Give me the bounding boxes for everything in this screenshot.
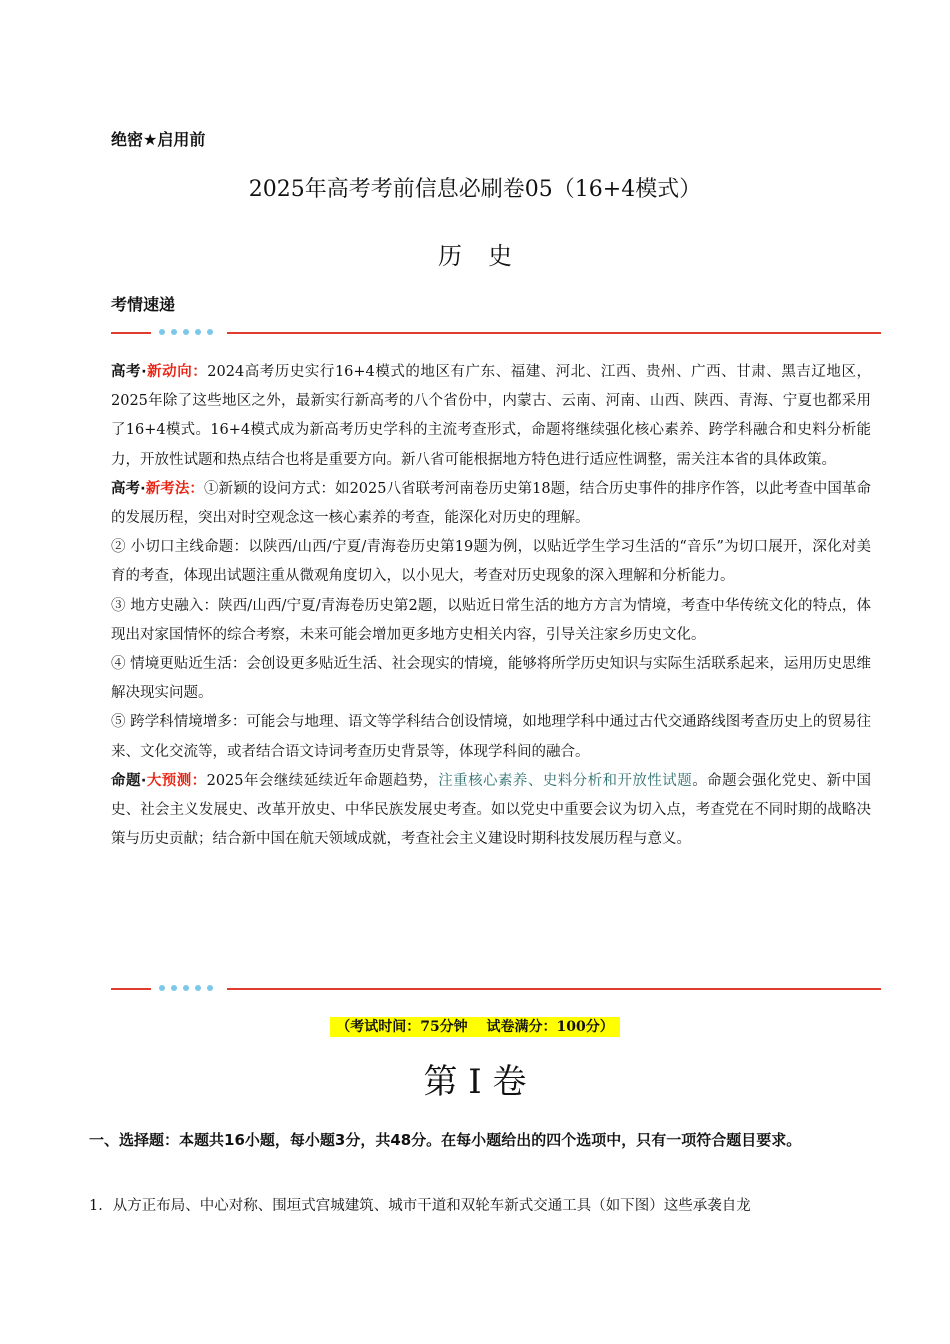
paragraph-point-5: ⑤ 跨学科情境增多：可能会与地理、语文等学科结合创设情境，如地理学科中通过古代交通路线图考查历史上的贸易往来、文化交流等，或者结合语文诗词考查历史背景等，体现学科间的融合。 <box>111 714 871 760</box>
dot-icon <box>183 985 189 991</box>
dot-icon <box>159 329 165 335</box>
dot-icon <box>171 329 177 335</box>
divider-dots <box>159 327 213 335</box>
divider-line <box>111 332 151 334</box>
dot-icon <box>195 985 201 991</box>
section-instructions: 一、选择题：本题共16小题，每小题3分，共48分。在每小题给出的四个选项中，只有一项符合题目要求。 <box>89 1131 802 1149</box>
divider-bottom <box>111 983 881 995</box>
main-title: 2025年高考考前信息必刷卷05（16+4模式） <box>248 177 702 202</box>
label-prediction: 命题·大预测： <box>111 772 207 789</box>
dot-icon <box>207 985 213 991</box>
paragraph-point-4: ④ 情境更贴近生活：会创设更多贴近生活、社会现实的情境，能够将所学历史知识与实际生活联系起来，运用历史思维解决现实问题。 <box>111 656 871 702</box>
label-new-trend: 高考·新动向： <box>111 364 208 380</box>
paragraph-new-trend: 高考·新动向：2024高考历史实行16+4模式的地区有广东、福建、河北、江西、贵州、广西、甘肃、黑吉辽地区，2025年除了这些地区之外，最新实行新高考的八个省份中，内蒙古、云南、河南、山西、陕西、青海、宁夏也都采用了16+4模式。16+4模式成为新高考历史学科的主流考查形式，命题将继续强化核心素养、跨学科融合和史料分析能力，开放性试题和热点结合也将是重要方向。新八省可能根据地方特色进行适应性调整，需关注本省的具体政策。 <box>111 364 872 468</box>
dot-icon <box>207 329 213 335</box>
dot-icon <box>195 329 201 335</box>
info-heading: 考情速递 <box>111 295 176 314</box>
paragraph-point-2: ② 小切口主线命题：以陕西/山西/宁夏/青海卷历史第19题为例，以贴近学生学习生活的“音乐”为切口展开，深化对美育的考查，体现出试题注重从微观角度切入，以小见大，考查对历史现象的深入理解和分析能力。 <box>111 539 871 585</box>
divider-line <box>111 988 151 990</box>
paragraph-point-3: ③ 地方史融入：陕西/山西/宁夏/青海卷历史第2题，以贴近日常生活的地方方言为情境，考查中华传统文化的特点，体现出对家国情怀的综合考察，未来可能会增加更多地方史相关内容，引导关注家乡历史文化。 <box>111 597 871 643</box>
secret-label: 绝密★启用前 <box>111 130 206 149</box>
dot-icon <box>183 329 189 335</box>
label-new-method: 高考·新考法： <box>111 480 204 497</box>
subject-title: 历史 <box>438 242 538 270</box>
dot-icon <box>171 985 177 991</box>
divider-line <box>227 332 881 334</box>
paragraph-new-method: 高考·新考法：①新颖的设问方式：如2025八省联考河南卷历史第18题，结合历史事件的排序作答，以此考查中国革命的发展历程，突出对时空观念这一核心素养的考查，能深化对历史的理解。 <box>111 480 871 527</box>
paragraph-prediction: 命题·大预测：2025年会继续延续近年命题趋势，注重核心素养、史料分析和开放性试题。命题会强化党史、新中国史、社会主义发展史、改革开放史、中华民族发展史考查。如以党史中重要会议为切入点，考查党在不同时期的战略决策与历史贡献；结合新中国在航天领域成就，考查社会主义建设时期科技发展历程与意义。 <box>111 772 872 848</box>
info-body <box>111 358 871 854</box>
dot-icon <box>159 985 165 991</box>
exam-time-info: （考试时间：75分钟 试卷满分：100分） <box>0 1016 950 1036</box>
volume-title: 第 I 卷 <box>423 1062 527 1102</box>
question-1: 1．从方正布局、中心对称、围垣式宫城建筑、城市干道和双轮车新式交通工具（如下图）这些承袭自龙 <box>89 1198 751 1214</box>
divider-top <box>111 327 881 339</box>
divider-dots <box>159 983 213 991</box>
divider-line <box>227 988 881 990</box>
